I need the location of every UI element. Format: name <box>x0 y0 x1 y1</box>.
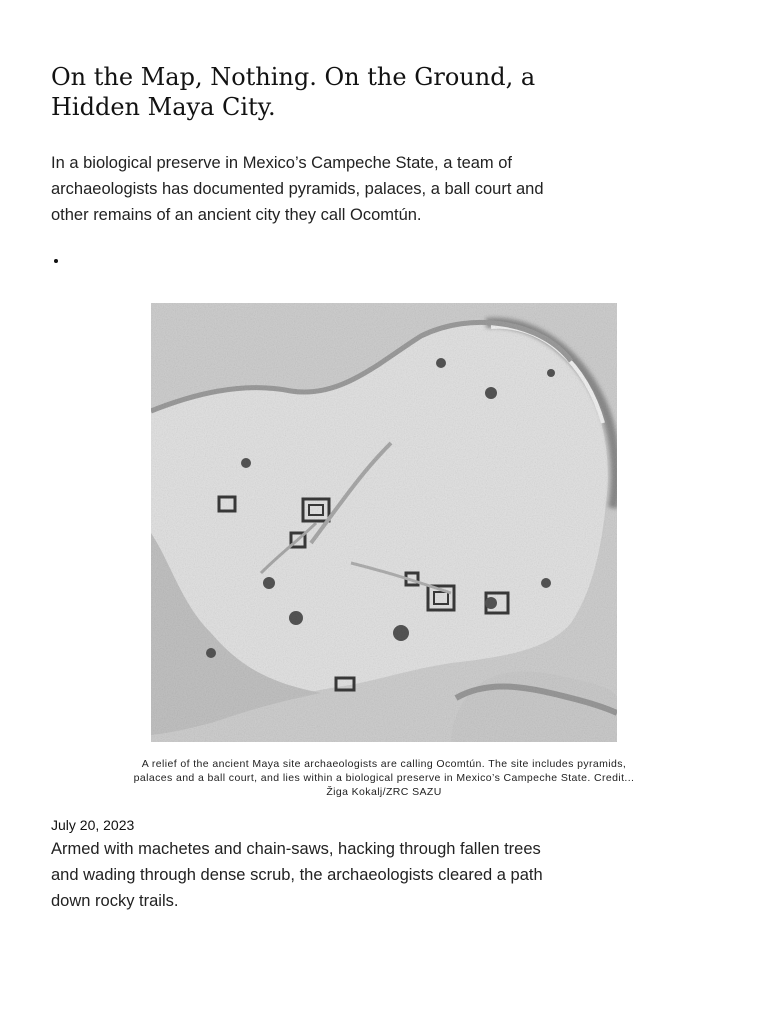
publish-date: July 20, 2023 <box>51 817 135 833</box>
article-summary: In a biological preserve in Mexico’s Campeche State, a team of archaeologists has documented pyramids, palaces, a ball court and other remains of an ancient city they call Ocomtún. <box>51 154 544 224</box>
lidar-relief-image <box>151 303 617 742</box>
body-paragraph: Armed with machetes and chain-saws, hacking through fallen trees and wading through dense scrub, the archaeologists cleared a path down rocky trails. <box>51 840 543 910</box>
figure-caption: A relief of the ancient Maya site archaeologists are calling Ocomtún. The site includes pyramids, palaces and a ball court, and lies within a biological preserve in Mexico’s Campeche State. Credit... Žiga Kokalj/ZRC SAZU <box>133 758 635 798</box>
share-list <box>51 252 69 272</box>
article-headline: On the Map, Nothing. On the Ground, a Hidden Maya City. <box>51 63 536 121</box>
